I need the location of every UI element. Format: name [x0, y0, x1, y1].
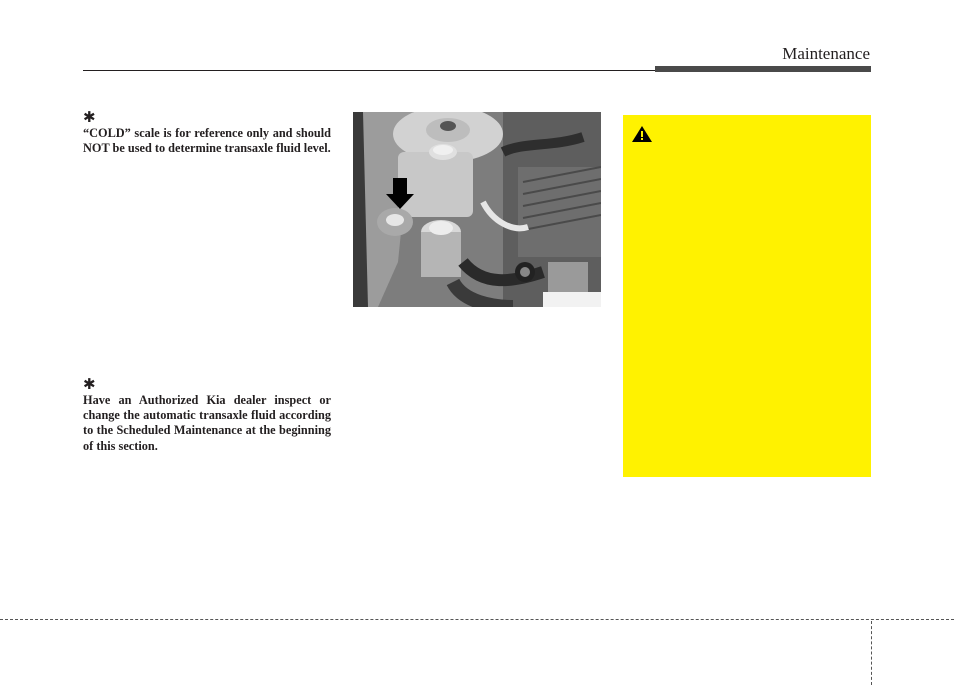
note-dealer-inspect — [83, 377, 331, 454]
asterisk-icon: ✱ — [83, 375, 96, 393]
note-text: Have an Authorized Kia dealer inspect or change the automatic transaxle fluid according to the Scheduled Maintenance at the beginning of this section. — [83, 393, 331, 453]
note-cold-scale — [83, 110, 331, 156]
section-title: Maintenance — [782, 44, 870, 63]
footer-divider — [0, 619, 954, 620]
note-text: “COLD” scale is for reference only and should NOT be used to determine transaxle fluid level. — [83, 126, 331, 156]
warning-triangle-icon — [632, 126, 652, 142]
header-bar — [655, 66, 871, 72]
asterisk-icon: ✱ — [83, 108, 96, 126]
header-rule — [83, 70, 655, 71]
engine-compartment-photo — [353, 112, 601, 307]
footer-page-divider — [871, 621, 872, 685]
warning-box — [623, 115, 871, 477]
